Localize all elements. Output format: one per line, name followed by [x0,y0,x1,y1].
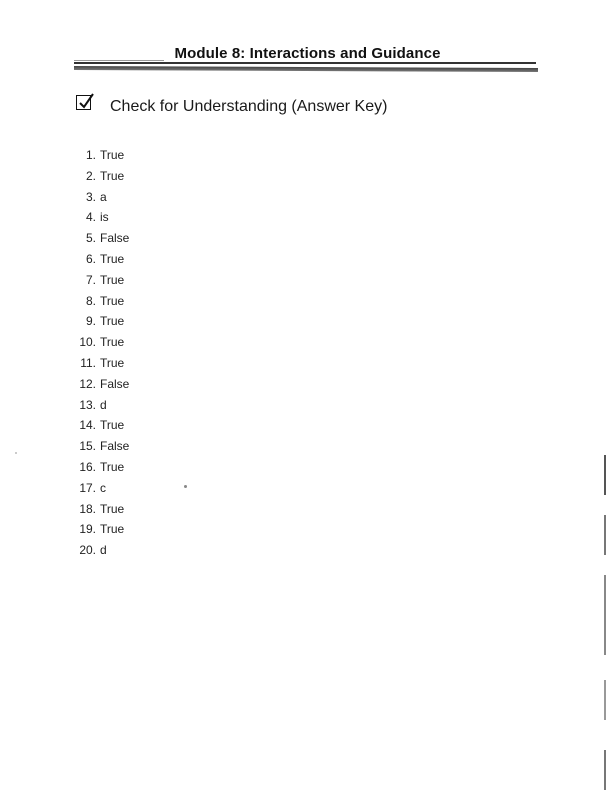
list-item [74,207,129,228]
scan-speck [15,452,17,454]
answer-number: 16. [79,459,96,474]
list-item [74,540,129,561]
list-item [74,228,129,249]
module-title: Module 8: Interactions and Guidance [174,45,441,62]
scan-edge-mark [604,680,606,720]
list-item [74,457,129,478]
scan-edge-mark [604,455,606,495]
list-item [74,374,129,395]
list-item [74,187,129,208]
answer-value: a [100,189,107,204]
list-item [74,415,129,436]
answer-value: False [100,439,130,454]
answer-number: 18. [79,501,96,516]
answer-number: 20. [79,543,96,558]
answer-number: 4. [85,210,96,225]
answer-number: 10. [79,335,96,350]
answer-number: 2. [85,168,96,183]
answer-list [74,145,129,561]
list-item [74,291,129,312]
section-header [76,95,536,117]
answer-value: False [100,231,130,246]
section-title: Check for Understanding (Answer Key) [110,98,388,115]
answer-value: c [100,480,106,495]
answer-value: True [100,314,125,329]
answer-value: True [100,355,125,370]
answer-number: 14. [79,418,96,433]
checked-box-icon [76,95,91,110]
answer-value: True [100,501,125,516]
answer-number: 3. [85,189,96,204]
scan-edge-mark [604,750,606,790]
answer-value: True [100,459,125,474]
answer-value: is [100,210,109,225]
answer-number: 6. [85,251,96,266]
list-item [74,436,129,457]
list-item [74,166,129,187]
list-item [74,249,129,270]
answer-number: 8. [85,293,96,308]
answer-value: True [100,251,125,266]
answer-number: 17. [79,480,96,495]
header-rule-faint [74,60,164,61]
scan-edge-mark [604,575,606,655]
scan-speck [184,485,187,488]
answer-value: True [100,272,125,287]
answer-value: True [100,522,125,537]
list-item [74,311,129,332]
scan-edge-mark [604,515,606,555]
list-item [74,145,129,166]
list-item [74,478,129,499]
list-item [74,353,129,374]
answer-number: 12. [79,376,96,391]
answer-number: 7. [85,272,96,287]
answer-number: 5. [85,231,96,246]
answer-number: 19. [79,522,96,537]
answer-value: d [100,543,107,558]
header-rule-top [74,62,536,64]
list-item [74,519,129,540]
answer-value: False [100,376,130,391]
answer-value: True [100,335,125,350]
answer-number: 1. [85,148,96,162]
answer-number: 9. [85,314,96,329]
list-item [74,270,129,291]
list-item [74,499,129,520]
list-item [74,332,129,353]
answer-number: 11. [80,355,96,370]
list-item [74,395,129,416]
answer-value: True [100,293,125,308]
answer-value: True [100,418,125,433]
answer-number: 13. [79,397,96,412]
header-rule-bottom [74,66,538,72]
answer-number: 15. [79,439,96,454]
answer-value: True [100,168,125,183]
answer-value: True [100,148,125,162]
answer-value: d [100,397,107,412]
